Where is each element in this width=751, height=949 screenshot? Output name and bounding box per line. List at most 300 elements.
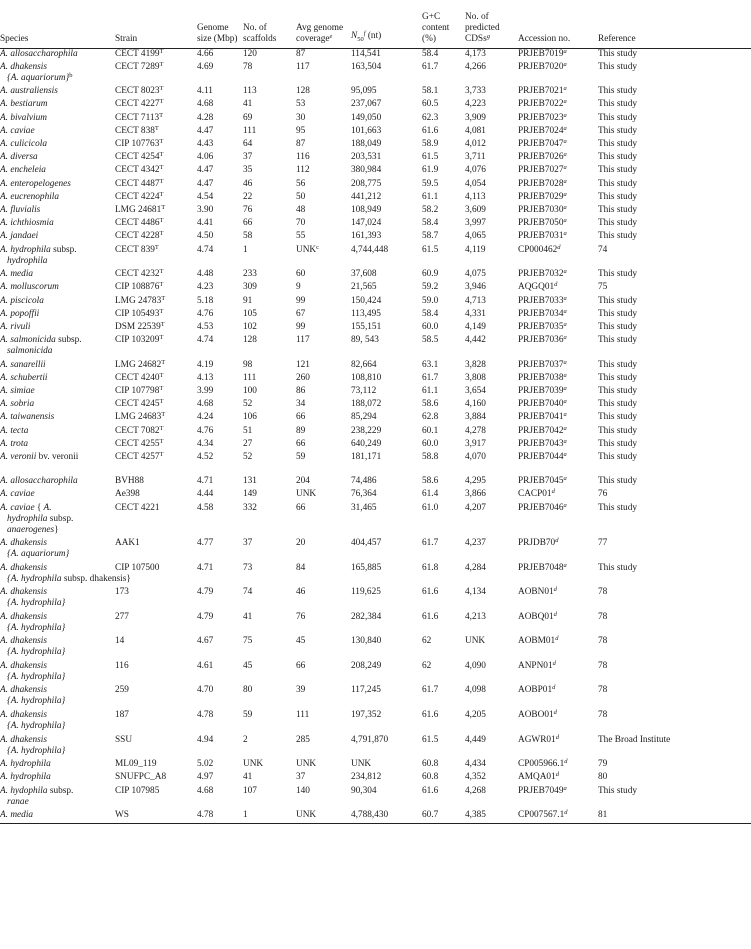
strain-cell: CECT $4227^T$	[115, 98, 164, 110]
genome-size-cell: 4.68	[197, 785, 214, 796]
superscript: d	[552, 684, 556, 692]
genome-size-cell: 4.74	[197, 244, 214, 255]
gc-cell: 60.0	[422, 321, 439, 332]
table-row	[0, 282, 751, 295]
cds-cell: 4,160	[465, 399, 486, 410]
accession-cell: PRJEB7027$^a$	[518, 164, 567, 176]
strain-cell: CECT $4245^T$	[115, 398, 164, 410]
superscript: d	[553, 586, 557, 594]
table-row	[0, 685, 751, 710]
gc-cell: 61.7	[422, 537, 439, 548]
accession-cell: PRJDB70$^d$	[518, 536, 559, 548]
superscript: T	[154, 124, 159, 132]
superscript: d	[551, 488, 555, 496]
superscript: T	[159, 268, 164, 276]
scaffolds-cell: 91	[243, 295, 253, 306]
gc-cell: 58.2	[422, 204, 439, 215]
table-row	[0, 245, 751, 270]
superscript: T	[159, 307, 164, 315]
n50-cell: 155,151	[351, 321, 382, 332]
species-cell: A. fluvialis	[0, 204, 41, 215]
coverage-cell: 99	[296, 295, 306, 306]
n50-cell: 188,049	[351, 139, 382, 150]
n50-cell: 181,171	[351, 451, 382, 462]
gc-cell: 61.4	[422, 489, 439, 500]
scaffolds-cell: 58	[243, 231, 253, 242]
scaffolds-cell: 149	[243, 489, 257, 500]
superscript: a	[563, 385, 567, 393]
superscript: d	[554, 281, 558, 289]
table-row	[0, 612, 751, 637]
genome-size-cell: 4.44	[197, 489, 214, 500]
strain-cell: CIP 107985	[115, 785, 160, 796]
superscript: a	[563, 217, 567, 225]
reference-cell: This study	[598, 125, 637, 136]
reference-cell: 81	[598, 810, 751, 824]
strain-cell: SNUFPC_A8	[115, 772, 167, 783]
genome-size-cell: 4.43	[197, 139, 214, 150]
gc-cell: 61.6	[422, 710, 439, 721]
reference-cell: This study	[598, 451, 637, 462]
n50-cell: 165,885	[351, 562, 382, 573]
superscript: a	[563, 60, 567, 68]
genome-size-cell: 4.47	[197, 178, 214, 189]
strain-cell: CECT $7113^T$	[115, 111, 164, 123]
genome-size-cell: 4.71	[197, 476, 214, 487]
species-cell: A. media	[0, 810, 115, 824]
gc-cell: 58.1	[422, 86, 439, 97]
genome-size-cell: 4.97	[197, 772, 214, 783]
n50-cell: 73,112	[351, 386, 377, 397]
superscript: a	[563, 230, 567, 238]
superscript: T	[159, 111, 164, 119]
superscript: d	[553, 610, 557, 618]
n50-cell: 74,486	[351, 476, 377, 487]
species-subline: {A. hydrophila}	[7, 622, 66, 633]
genome-size-cell: 5.18	[197, 295, 214, 306]
reference-cell: 75	[598, 282, 608, 293]
species-qualifier: subsp.	[50, 244, 77, 255]
species-qualifier: bv. veronii	[36, 451, 79, 462]
genome-size-cell: 4.48	[197, 269, 214, 280]
table-row	[0, 476, 751, 489]
gc-cell: 61.7	[422, 61, 439, 72]
coverage-cell: 87	[296, 48, 306, 59]
cds-cell: 4,713	[465, 295, 486, 306]
species-cell: A. salmonicida subsp. salmonicida	[0, 335, 115, 360]
cds-cell: 4,113	[465, 191, 486, 202]
species-subline: {A. hydrophila}	[7, 721, 66, 732]
gc-cell: 61.8	[422, 562, 439, 573]
table-row	[0, 179, 751, 192]
scaffolds-cell: 106	[243, 412, 257, 423]
header-genome-size: Genome size (Mbp)	[197, 0, 243, 48]
strain-cell: CECT $7289^T$	[115, 60, 164, 72]
species-subline: hydrophila	[7, 255, 48, 266]
accession-cell: PRJEB7021$^a$	[518, 85, 567, 97]
species-qualifier: }	[54, 524, 59, 535]
superscript: T	[159, 164, 164, 172]
reference-cell: 80	[598, 772, 608, 783]
strain-cell: CECT $4224^T$	[115, 190, 164, 202]
cds-cell: 4,076	[465, 165, 486, 176]
coverage-cell: 37	[296, 772, 306, 783]
reference-cell: This study	[598, 785, 637, 796]
coverage-cell: 53	[296, 99, 306, 110]
species-cell: A. piscicola	[0, 295, 44, 306]
n50-cell: 130,840	[351, 636, 382, 647]
gc-cell: 60.8	[422, 772, 439, 783]
scaffolds-cell: 98	[243, 359, 253, 370]
genome-size-cell: 4.06	[197, 152, 214, 163]
genome-size-cell: 4.11	[197, 86, 213, 97]
scaffolds-cell: 1	[243, 810, 296, 824]
scaffolds-cell: 309	[243, 282, 257, 293]
scaffolds-cell: 27	[243, 438, 253, 449]
reference-cell: This study	[598, 112, 637, 123]
superscript: b	[69, 71, 73, 79]
scaffolds-cell: 111	[243, 372, 257, 383]
reference-cell: This study	[598, 99, 637, 110]
table-row	[0, 192, 751, 205]
genome-size-cell: 4.24	[197, 412, 214, 423]
coverage-cell: 260	[296, 372, 310, 383]
species-cell: A. sobria	[0, 399, 35, 410]
accession-cell: CP000462$^d$	[518, 243, 561, 255]
table-body	[0, 48, 751, 824]
superscript: T	[154, 243, 159, 251]
species-subline: {A. hydrophila}	[7, 745, 66, 756]
table-row	[0, 810, 751, 824]
reference-cell: This study	[598, 308, 637, 319]
coverage-cell: 30	[296, 112, 306, 123]
gc-cell: 62	[422, 660, 432, 671]
accession-cell: PRJEB7031$^a$	[518, 230, 567, 242]
genome-size-cell: 4.76	[197, 308, 214, 319]
strain-cell: CIP $107798^T$	[115, 385, 164, 397]
genome-size-cell: 3.99	[197, 386, 214, 397]
scaffolds-cell: 64	[243, 139, 253, 150]
n50-cell: 441,212	[351, 191, 382, 202]
scaffolds-cell: 113	[243, 86, 257, 97]
superscript: d	[555, 536, 559, 544]
superscript: T	[159, 437, 164, 445]
superscript: T	[159, 385, 164, 393]
n50-cell: 31,465	[351, 502, 377, 513]
table-row	[0, 538, 751, 563]
strain-cell: ML09_119	[115, 759, 157, 770]
table-row	[0, 373, 751, 386]
species-subline: {A. hydrophila}	[7, 647, 66, 658]
cds-cell: 4,012	[465, 139, 486, 150]
n50-cell: 150,424	[351, 295, 382, 306]
gc-cell: 61.5	[422, 152, 439, 163]
accession-cell: PRJEB7047$^a$	[518, 138, 567, 150]
superscript: a	[563, 450, 567, 458]
strain-cell: CECT $4199^T$	[115, 47, 164, 59]
superscript: T	[159, 334, 164, 342]
reference-cell: This study	[598, 359, 637, 370]
gc-cell: 60.8	[422, 759, 439, 770]
reference-cell: This study	[598, 86, 637, 97]
accession-cell: PRJEB7046$^a$	[518, 501, 567, 513]
coverage-cell: 66	[296, 438, 306, 449]
cds-cell: 3,909	[465, 112, 486, 123]
gc-cell: 61.1	[422, 386, 439, 397]
accession-cell: PRJEB7040$^a$	[518, 398, 567, 410]
table-row	[0, 786, 751, 811]
cds-cell: 3,884	[465, 412, 486, 423]
superscript: T	[159, 47, 164, 55]
coverage-cell: 46	[296, 587, 306, 598]
reference-cell: 78	[598, 710, 608, 721]
n50-cell: 208,249	[351, 660, 382, 671]
genome-size-cell: 4.34	[197, 438, 214, 449]
n50-cell: 89, 543	[351, 335, 379, 346]
reference-cell: 79	[598, 759, 608, 770]
species-cell: A. dhakensis {A. hydrophila subsp. dhakensis}	[0, 562, 131, 584]
reference-cell: This study	[598, 165, 637, 176]
superscript: T	[159, 450, 164, 458]
superscript: d	[552, 659, 556, 667]
superscript: d	[564, 758, 568, 766]
superscript: T	[161, 411, 166, 419]
superscript: a	[563, 98, 567, 106]
superscript: a	[563, 424, 567, 432]
header-coverage: Avg genome coverage$^e$	[296, 0, 351, 48]
table-row	[0, 113, 751, 126]
accession-cell: PRJEB7038$^a$	[518, 371, 567, 383]
accession-cell: PRJEB7019$^a$	[518, 47, 567, 59]
superscript: T	[159, 177, 164, 185]
gc-cell: 58.6	[422, 399, 439, 410]
reference-cell: This study	[598, 335, 637, 346]
species-qualifier: subsp. dhakensis}	[61, 573, 131, 584]
strain-cell: 259	[115, 685, 129, 696]
table-row	[0, 735, 751, 760]
cds-cell: 4,266	[465, 61, 486, 72]
superscript: T	[159, 138, 164, 146]
species-cell: A. dhakensis {A. hydrophila}	[0, 685, 115, 710]
n50-cell: 188,072	[351, 399, 382, 410]
cds-cell: 4,284	[465, 562, 486, 573]
scaffolds-cell: 78	[243, 61, 253, 72]
coverage-cell: UNK	[296, 759, 317, 770]
cds-cell: 4,223	[465, 99, 486, 110]
strain-cell: AAK1	[115, 537, 140, 548]
gc-cell: 61.6	[422, 611, 439, 622]
coverage-cell: 128	[296, 86, 310, 97]
table-row	[0, 322, 751, 335]
genome-size-cell: 5.02	[197, 759, 214, 770]
genome-size-cell: 4.52	[197, 451, 214, 462]
superscript: T	[159, 85, 164, 93]
n50-cell: 82,664	[351, 359, 377, 370]
species-subline: hydrophila subsp.	[7, 513, 74, 524]
gc-cell: 61.1	[422, 191, 439, 202]
superscript: a	[563, 411, 567, 419]
n50-cell: 85,294	[351, 412, 377, 423]
strain-cell: CECT $4487^T$	[115, 177, 164, 189]
reference-cell: This study	[598, 425, 637, 436]
reference-cell: The Broad Institute	[598, 734, 671, 745]
cds-cell: 4,090	[465, 660, 486, 671]
gc-cell: 61.5	[422, 734, 439, 745]
species-cell: A. caviae	[0, 125, 35, 136]
gc-cell: 58.8	[422, 451, 439, 462]
reference-cell: This study	[598, 562, 637, 573]
genome-size-cell: 4.67	[197, 636, 214, 647]
reference-cell: 78	[598, 660, 608, 671]
species-cell: A. dhakensis {A. hydrophila}	[0, 735, 115, 760]
accession-cell: PRJEB7026$^a$	[518, 151, 567, 163]
gc-cell: 61.6	[422, 125, 439, 136]
reference-cell: This study	[598, 191, 637, 202]
reference-cell: This study	[598, 476, 637, 487]
species-cell: A. trota	[0, 438, 29, 449]
strain-cell: CECT $4342^T$	[115, 164, 164, 176]
scaffolds-cell: 35	[243, 165, 253, 176]
accession-cell: PRJEB7034$^a$	[518, 307, 567, 319]
cds-cell: 3,917	[465, 438, 486, 449]
reference-cell: This study	[598, 386, 637, 397]
species-cell: A. bestiarum	[0, 99, 48, 110]
coverage-cell: 86	[296, 386, 306, 397]
n50-cell: 197,352	[351, 710, 382, 721]
coverage-cell: UNK	[296, 810, 351, 824]
accession-cell: PRJEB7039$^a$	[518, 385, 567, 397]
cds-cell: 4,295	[465, 476, 486, 487]
cds-cell: 3,946	[465, 282, 486, 293]
species-cell: A. ichthiosmia	[0, 218, 54, 229]
superscript: d	[555, 635, 559, 643]
strain-cell: LMG $24681^T$	[115, 203, 166, 215]
coverage-cell: 116	[296, 152, 310, 163]
coverage-cell: 117	[296, 335, 310, 346]
reference-cell: This study	[598, 204, 637, 215]
species-cell: A. dhakensis {A. hydrophila}	[0, 661, 115, 686]
reference-cell: This study	[598, 321, 637, 332]
coverage-cell: 59	[296, 451, 306, 462]
strain-cell: CECT $4257^T$	[115, 450, 164, 462]
species-cell: A. schubertii	[0, 372, 48, 383]
species-qualifier: subsp.	[47, 513, 74, 524]
n50-cell: 4,744,448	[351, 244, 389, 255]
strain-cell: CECT $839^T$	[115, 243, 159, 255]
coverage-cell: 70	[296, 218, 306, 229]
species-subline: ranae	[7, 796, 29, 807]
n50-cell: 404,457	[351, 537, 382, 548]
strain-cell: LMG $24682^T$	[115, 358, 166, 370]
genome-size-cell: 4.54	[197, 191, 214, 202]
superscript: d	[564, 809, 568, 817]
species-cell: A. allosaccharophila	[0, 48, 78, 59]
species-subline: anaerogenes}	[7, 524, 59, 535]
accession-cell: CACP01$^d$	[518, 488, 555, 500]
species-cell: A. veronii bv. veronii	[0, 451, 79, 462]
header-gc: G+C content (%)	[422, 0, 465, 48]
species-qualifier: subsp.	[55, 335, 82, 346]
superscript: T	[161, 203, 166, 211]
table-row	[0, 218, 751, 231]
n50-cell: 119,625	[351, 587, 381, 598]
cds-cell: 4,449	[465, 734, 486, 745]
superscript: T	[159, 190, 164, 198]
superscript: a	[563, 501, 567, 509]
accession-cell: PRJEB7033$^a$	[518, 294, 567, 306]
table-row	[0, 426, 751, 439]
n50-cell: 113,495	[351, 308, 381, 319]
superscript: a	[563, 177, 567, 185]
accession-cell: PRJEB7029$^a$	[518, 190, 567, 202]
genome-size-cell: 4.66	[197, 48, 214, 59]
strain-cell: BVH88	[115, 476, 144, 487]
superscript: a	[563, 358, 567, 366]
accession-cell: PRJEB7030$^a$	[518, 203, 567, 215]
superscript: a	[563, 190, 567, 198]
reference-cell: This study	[598, 139, 637, 150]
species-cell: A. caviae	[0, 489, 35, 500]
scaffolds-cell: 37	[243, 537, 253, 548]
n50-cell: 161,393	[351, 231, 382, 242]
strain-cell: 277	[115, 611, 129, 622]
scaffolds-cell: 51	[243, 425, 253, 436]
cds-cell: 3,997	[465, 218, 486, 229]
scaffolds-cell: 41	[243, 611, 253, 622]
scaffolds-cell: 41	[243, 99, 253, 110]
strain-cell: 173	[115, 587, 129, 598]
scaffolds-cell: 46	[243, 178, 253, 189]
species-cell: A. hydophila subsp. ranae	[0, 786, 115, 811]
coverage-cell: 76	[296, 611, 306, 622]
genome-size-cell: 4.70	[197, 685, 214, 696]
table-row	[0, 139, 751, 152]
accession-cell: AOBO01$^d$	[518, 709, 557, 721]
gc-cell: 58.5	[422, 335, 439, 346]
accession-cell: AOBN01$^d$	[518, 586, 557, 598]
superscript: T	[161, 294, 166, 302]
species-subline: {A. hydrophila}	[7, 598, 66, 609]
coverage-cell: 50	[296, 191, 306, 202]
accession-cell: PRJEB7042$^a$	[518, 424, 567, 436]
scaffolds-cell: 52	[243, 451, 253, 462]
coverage-cell: UNK	[296, 489, 317, 500]
table-row	[0, 452, 751, 465]
accession-cell: PRJEB7032$^a$	[518, 268, 567, 280]
species-cell: A. sanarellii	[0, 359, 46, 370]
superscript: a	[563, 398, 567, 406]
accession-cell: AGWR01$^d$	[518, 733, 559, 745]
gc-cell: 59.0	[422, 295, 439, 306]
superscript: a	[563, 164, 567, 172]
superscript: T	[159, 424, 164, 432]
species-subline: {A. aquariorum}$^b$	[7, 71, 73, 83]
superscript: a	[563, 437, 567, 445]
n50-cell: 95,095	[351, 86, 377, 97]
gc-cell: 59.2	[422, 282, 439, 293]
gc-cell: 58.4	[422, 308, 439, 319]
superscript: d	[553, 709, 557, 717]
scaffolds-cell: UNK	[243, 759, 264, 770]
table-row	[0, 563, 751, 588]
superscript: a	[563, 268, 567, 276]
genome-size-cell: 4.41	[197, 218, 214, 229]
accession-cell: AOBQ01$^d$	[518, 610, 557, 622]
gc-cell: 60.5	[422, 99, 439, 110]
table-row	[0, 360, 751, 373]
n50-cell: 208,775	[351, 178, 382, 189]
accession-cell: PRJEB7049$^a$	[518, 784, 567, 796]
